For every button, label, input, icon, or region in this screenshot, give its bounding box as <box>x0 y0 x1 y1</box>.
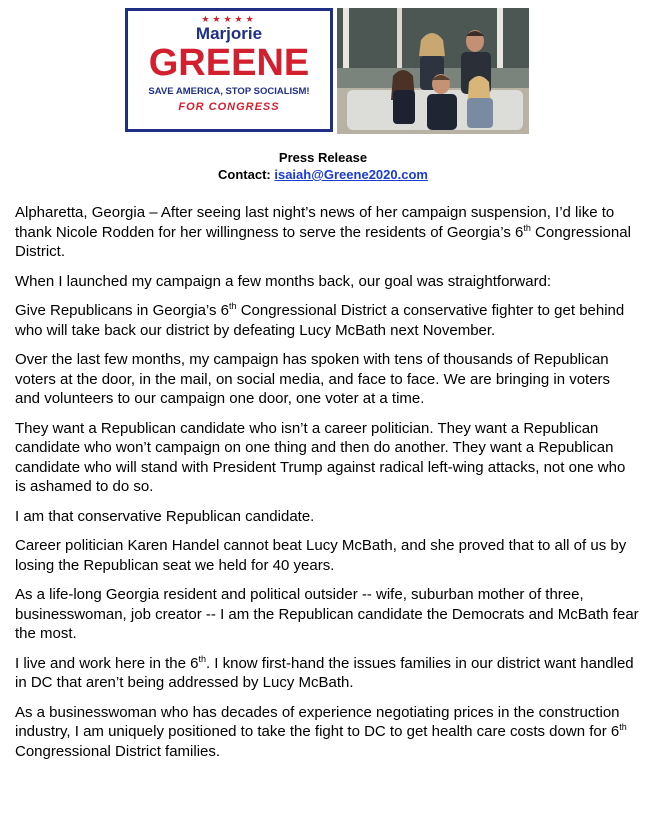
paragraph: As a businesswoman who has decades of experience negotiating prices in the construction industry, I am uniquely positioned to take the fight to DC to get health care costs down for 6th Congressional District families. <box>15 703 627 760</box>
paragraph: Over the last few months, my campaign has spoken with tens of thousands of Republican voters at the door, in the mail, on social media, and face to face. We are bringing in voters and volunteers to our campaign one door, one voter at a time. <box>15 351 611 407</box>
logo-first-name: Marjorie <box>195 24 263 43</box>
stars-icon: ★★★★★ <box>201 14 257 24</box>
logo-last-name: GREENE <box>148 42 310 84</box>
paragraph: When I launched my campaign a few months back, our goal was straightforward: <box>15 272 552 290</box>
contact-email-link[interactable]: isaiah@Greene2020.com <box>274 167 428 182</box>
page-title: Press Release <box>278 150 368 165</box>
paragraph: Career politician Karen Handel cannot beat Lucy McBath, and she proved that to all of us by losing the Republican seat we held for 40 years. <box>15 537 627 574</box>
paragraph: I am that conservative Republican candidate. <box>15 507 315 525</box>
paragraph: They want a Republican candidate who isn’t a career politician. They want a Republican candidate who won’t campaign on one thing and then do another. They want a Republican candidate who will stand with President Trump against radical left-wing attacks, not one who is ashamed to do so. <box>15 419 626 495</box>
paragraph: Alpharetta, Georgia – After seeing last night’s news of her campaign suspension, I’d like to thank Nicole Rodden for her willingness to serve the residents of Georgia’s 6th Congressional District. <box>15 204 631 260</box>
paragraph: I live and work here in the 6th. I know first-hand the issues families in our district want handled in DC that aren’t being addressed by Lucy McBath. <box>15 653 634 691</box>
campaign-logo <box>125 8 333 132</box>
press-release-body <box>15 203 639 771</box>
paragraph: As a life-long Georgia resident and political outsider -- wife, suburban mother of three, businesswoman, job creator -- I am the Republican candidate the Democrats and McBath fear the most. <box>15 586 639 642</box>
contact-label: Contact: <box>218 167 271 182</box>
logo-for-congress: FOR CONGRESS <box>178 101 280 113</box>
logo-slogan: SAVE AMERICA, STOP SOCIALISM! <box>148 86 310 97</box>
paragraph: Give Republicans in Georgia’s 6th Congressional District a conservative fighter to get behind who will take back our district by defeating Lucy McBath next November. <box>15 301 625 339</box>
letterhead <box>125 8 529 134</box>
family-photo <box>337 8 529 134</box>
contact-line <box>0 167 646 183</box>
